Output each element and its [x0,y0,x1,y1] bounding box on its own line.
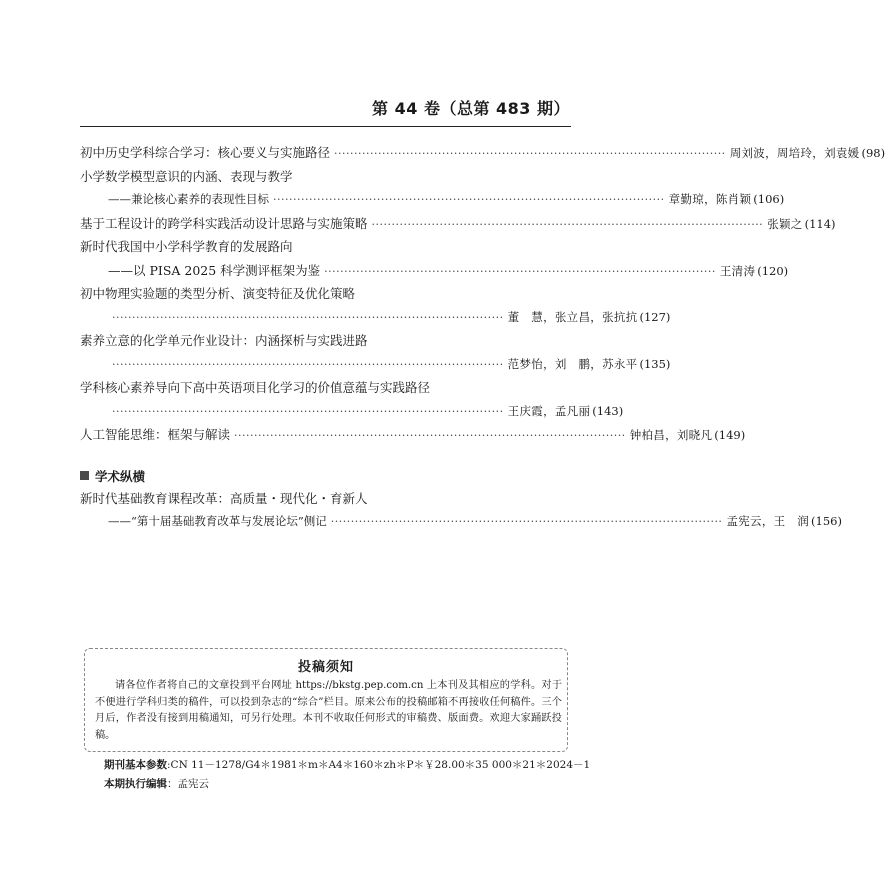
section-spacer [80,447,572,465]
page-number: (98) [861,146,885,160]
header-rule [80,126,571,127]
article-subtitle: ——以 PISA 2025 科学测评框架为鉴 [108,262,321,278]
article-authors: 钟柏昌，刘晓凡 [629,428,713,442]
article-title: 小学数学模型意识的内涵、表现与教学 [80,168,293,184]
article-authors: 范梦怡，刘 鹏，苏永平 [507,356,638,371]
page-number: (149) [714,428,746,442]
article-title: 基于工程设计的跨学科实践活动设计思路与实施策略 [80,215,368,231]
leader-dots: ·································································································· [112,357,504,371]
page-number: (106) [753,192,785,206]
article-authors: 孟宪云，王 润 [726,514,810,528]
leader-dots: ·································································································· [324,264,716,278]
section-heading [80,465,572,487]
editor-value: ：孟宪云 [167,778,209,790]
leader-dots: ·································································································· [273,193,665,206]
article-subtitle: ——“第十届基础教育改革与发展论坛”侧记 [108,514,327,528]
toc-entry-subline[interactable] [80,510,842,534]
toc-entry-subline[interactable] [80,259,789,283]
executive-editor [104,776,209,791]
volume-issue-heading: 第 44 卷（总第 483 期） [372,99,570,118]
notice-body: 请各位作者将自己的文章投到平台网址 https://bkstg.pep.com.cn 上本刊及其相应的学科。对于不便进行学科归类的稿件，可以投到杂志的“综合”栏目。原来公布的投稿邮箱不再接收任何稿件。三个月后，作者没有接到用稿通知，可另行处理。本刊不收取任何形式的审稿费、版面费。欢迎大家踊跃投稿。 [95,680,562,741]
toc-entry-subline[interactable] [80,353,671,377]
toc-entry-subline[interactable] [80,400,624,424]
article-authors: 王庆霞，孟凡丽 [507,403,591,418]
toc-entry[interactable] [80,487,572,511]
toc-entry-subline[interactable] [80,188,785,212]
toc-entry[interactable] [80,141,885,165]
leader-dots: ·································································································· [334,147,726,160]
article-subtitle: ——兼论核心素养的表现性目标 [108,192,269,206]
toc-entry[interactable] [80,282,572,306]
parameters-value: :CN 11－1278/G4＊1981＊m＊A4＊160＊zh＊P＊￥28.00＊35 000＊21＊2024－1 [167,759,591,771]
notice-title: 投稿须知 [297,660,354,675]
article-authors: 章勤琼，陈肖颖 [668,192,752,206]
page-number: (156) [811,514,842,528]
leader-dots: ·································································································· [112,404,504,418]
toc-entry-subline[interactable] [80,306,671,330]
article-title: 初中物理实验题的类型分析、演变特征及优化策略 [80,286,356,301]
toc-entry[interactable] [80,212,836,236]
article-title: 素养立意的化学单元作业设计：内涵探析与实践进路 [80,333,368,348]
square-bullet-icon [80,471,89,480]
table-of-contents [80,141,885,534]
toc-entry[interactable] [80,329,572,353]
article-title: 学科核心素养导向下高中英语项目化学习的价值意蕴与实践路径 [80,380,431,395]
page-number: (120) [757,263,789,278]
submission-notice-box [84,648,568,752]
leader-dots: ·································································································· [371,217,764,231]
page-number: (114) [804,216,836,231]
article-authors: 周刘波，周培玲，刘袁媛 [729,146,860,160]
article-title: 新时代我国中小学科学教育的发展路向 [80,239,293,254]
page-number: (143) [592,403,624,418]
leader-dots: ·································································································· [234,429,626,442]
journal-parameters [104,757,590,772]
article-title: 新时代基础教育课程改革：高质量・现代化・育新人 [80,490,368,506]
article-authors: 王清涛 [719,263,756,278]
page-number: (135) [639,356,671,371]
toc-entry[interactable] [80,376,572,400]
toc-entry[interactable] [80,165,572,189]
article-title: 人工智能思维：框架与解读 [80,427,231,442]
article-authors: 董 慧，张立昌，张抗抗 [507,309,638,324]
leader-dots: ·································································································· [330,515,723,528]
leader-dots: ·································································································· [112,310,504,324]
section-title: 学术纵横 [95,468,146,484]
article-authors: 张颖之 [767,216,803,231]
parameters-label: 期刊基本参数 [104,759,167,771]
article-title: 初中历史学科综合学习：核心要义与实施路径 [80,145,331,160]
toc-entry[interactable] [80,235,572,259]
page-number: (127) [639,309,671,324]
toc-entry[interactable] [80,423,746,447]
editor-label: 本期执行编辑 [104,778,167,790]
